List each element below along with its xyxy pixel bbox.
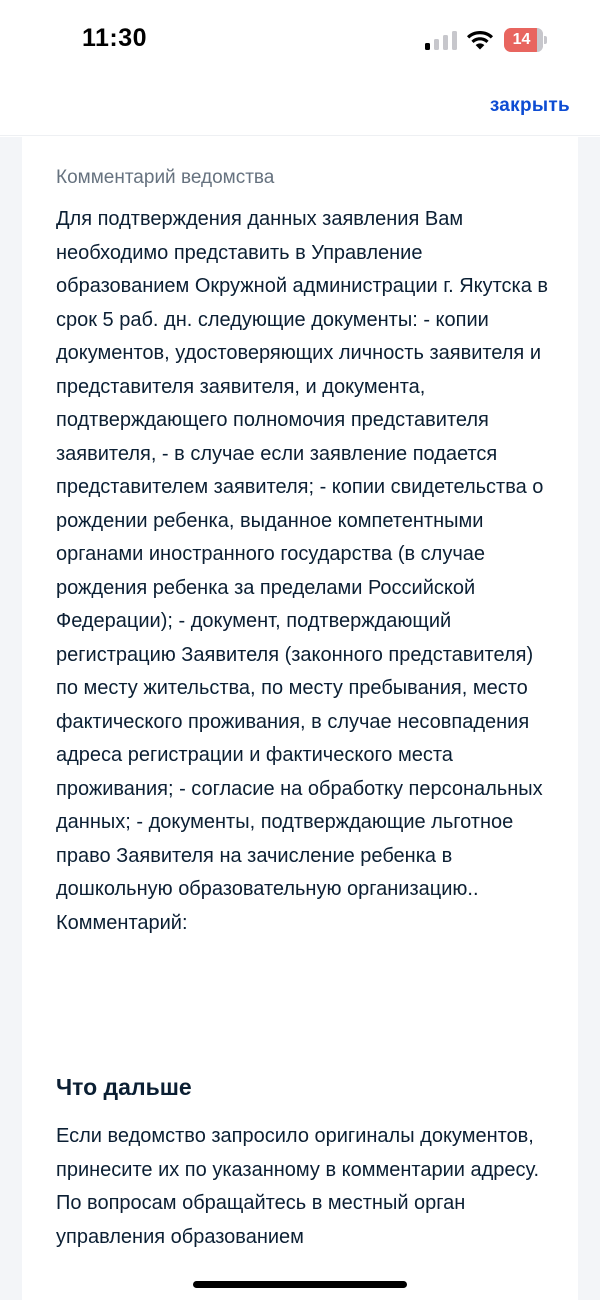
info-card (22, 137, 578, 1300)
comment-label: Комментарий ведомства (56, 167, 275, 188)
battery-level: 14 (512, 31, 531, 48)
wifi-icon (466, 28, 494, 50)
status-bar (0, 0, 600, 80)
content-scroll-area[interactable] (0, 137, 600, 1300)
header (0, 80, 600, 136)
comment-text: Для подтверждения данных заявления Вам необходимо представить в Управление образованием Окружной администрации г. Якутска в срок 5 раб. дн. следующие документы: - копии документов, удостоверяющих личность заявителя и представителя заявителя, и документа, подтверждающего полномочия представителя заявителя, - в случае если заявление подается представителем заявителя; - копии свидетельства о рождении ребенка, выданное компетентными органами иностранного государства (в случае рождения ребенка за пределами Российской Федерации); - документ, подтверждающий регистрацию Заявителя (законного представителя) по месту жительства, по месту пребывания, место фактического проживания, в случае несовпадения адреса регистрации и фактического места проживания; - согласие на обработку персональных данных; - документы, подтверждающие льготное право Заявителя на зачисление ребенка в дошкольную образовательную организацию.. Комментарий: (56, 208, 549, 934)
close-button[interactable]: закрыть (489, 95, 570, 116)
next-steps-heading: Что дальше (56, 1074, 192, 1100)
next-steps-text: Если ведомство запросило оригиналы документов, принесите их по указанному в комментарии адресу. По вопросам обращайтесь в местный орган управления образованием (56, 1125, 540, 1248)
home-indicator[interactable] (193, 1281, 407, 1288)
status-time: 11:30 (82, 24, 148, 52)
cellular-signal-icon (425, 30, 457, 50)
battery-icon (504, 28, 548, 52)
